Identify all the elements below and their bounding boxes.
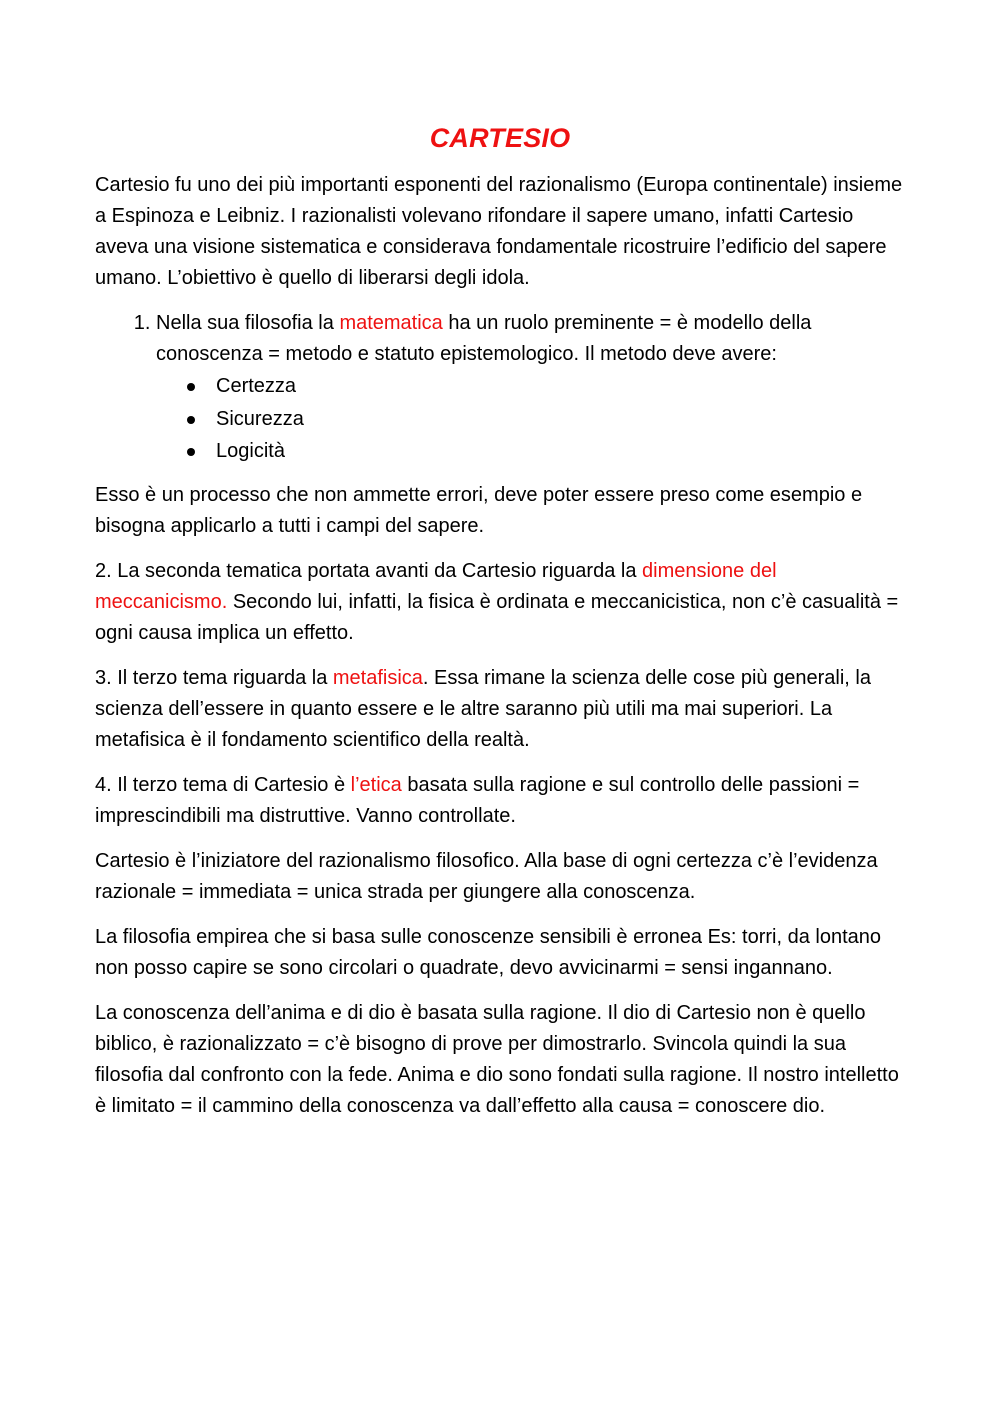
bullet-item: [216, 435, 905, 468]
item3-highlight: metafisica: [332, 666, 423, 689]
method-bullet-list: [156, 370, 905, 468]
bullet-item: [216, 370, 905, 403]
page-title: CARTESIO: [429, 123, 571, 153]
empiric-paragraph: La filosofia empirea che si basa sulle conoscenze sensibili è erronea Es: torri, da lontano non posso capire se sono circolari o quadrate, devo avvicinarmi = sensi ingannano.: [95, 925, 881, 979]
item1-text-after: ha un ruolo preminente = è modello della conoscenza = metodo e statuto epistemologico. Il metodo deve avere:: [156, 312, 812, 365]
item3-text-before: 3. Il terzo tema riguarda la: [95, 666, 333, 689]
list-item-mathematics: [156, 308, 905, 468]
item3-text-after: . Essa rimane la scienza delle cose più generali, la scienza dell’essere in quanto essere e le altre saranno più utili ma mai superiori. La metafisica è il fondamento scientifico della realtà.: [95, 666, 871, 751]
bullet-label: Logicità: [216, 440, 285, 462]
bullet-dot-icon: [187, 448, 195, 456]
initiator-paragraph: Cartesio è l’iniziatore del razionalismo filosofico. Alla base di ogni certezza c’è l’evidenza razionale = immediata = unica strada per giungere alla conoscenza.: [95, 849, 878, 903]
item4-text-after: basata sulla ragione e sul controllo delle passioni = imprescindibili ma distruttive. Vanno controllate.: [95, 773, 860, 827]
bullet-label: Certezza: [216, 375, 297, 397]
item2-highlight: dimensione del meccanicismo.: [95, 559, 777, 613]
item2-text-before: 2. La seconda tematica portata avanti da Cartesio riguarda la: [95, 559, 642, 582]
soul-god-paragraph: La conoscenza dell’anima e di dio è basata sulla ragione. Il dio di Cartesio non è quello biblico, è razionalizzato = c’è bisogno di prove per dimostrarlo. Svincola quindi la sua filosofia dal confronto con la fede. Anima e dio sono fondati sulla ragione. Il nostro intelletto è limitato = il cammino della conoscenza va dall’effetto alla causa = conoscere dio.: [95, 1001, 899, 1117]
ethics-paragraph: [95, 770, 905, 832]
mechanism-paragraph: [95, 556, 905, 649]
item4-highlight: l’etica: [350, 773, 402, 796]
bullet-item: [216, 403, 905, 436]
numbered-list: [95, 308, 905, 468]
item4-text-before: 4. Il terzo tema di Cartesio è: [95, 773, 351, 796]
intro-paragraph: Cartesio fu uno dei più importanti esponenti del razionalismo (Europa continentale) insieme a Espinoza e Leibniz. I razionalisti volevano rifondare il sapere umano, infatti Cartesio aveva una visione sistematica e considerava fondamentale ricostruire l’edificio del sapere umano. L’obiettivo è quello di liberarsi degli idola.: [95, 174, 903, 289]
bullet-dot-icon: [187, 383, 195, 391]
process-paragraph: Esso è un processo che non ammette errori, deve poter essere preso come esempio e bisogna applicarlo a tutti i campi del sapere.: [95, 483, 863, 537]
item1-text-before: Nella sua filosofia la: [156, 312, 340, 334]
metaphysics-paragraph: [95, 663, 905, 756]
bullet-label: Sicurezza: [216, 407, 304, 430]
item2-text-after: Secondo lui, infatti, la fisica è ordinata e meccanicistica, non c’è casualità = ogni causa implica un effetto.: [95, 590, 899, 644]
item1-highlight: matematica: [339, 312, 443, 334]
bullet-dot-icon: [187, 416, 195, 424]
